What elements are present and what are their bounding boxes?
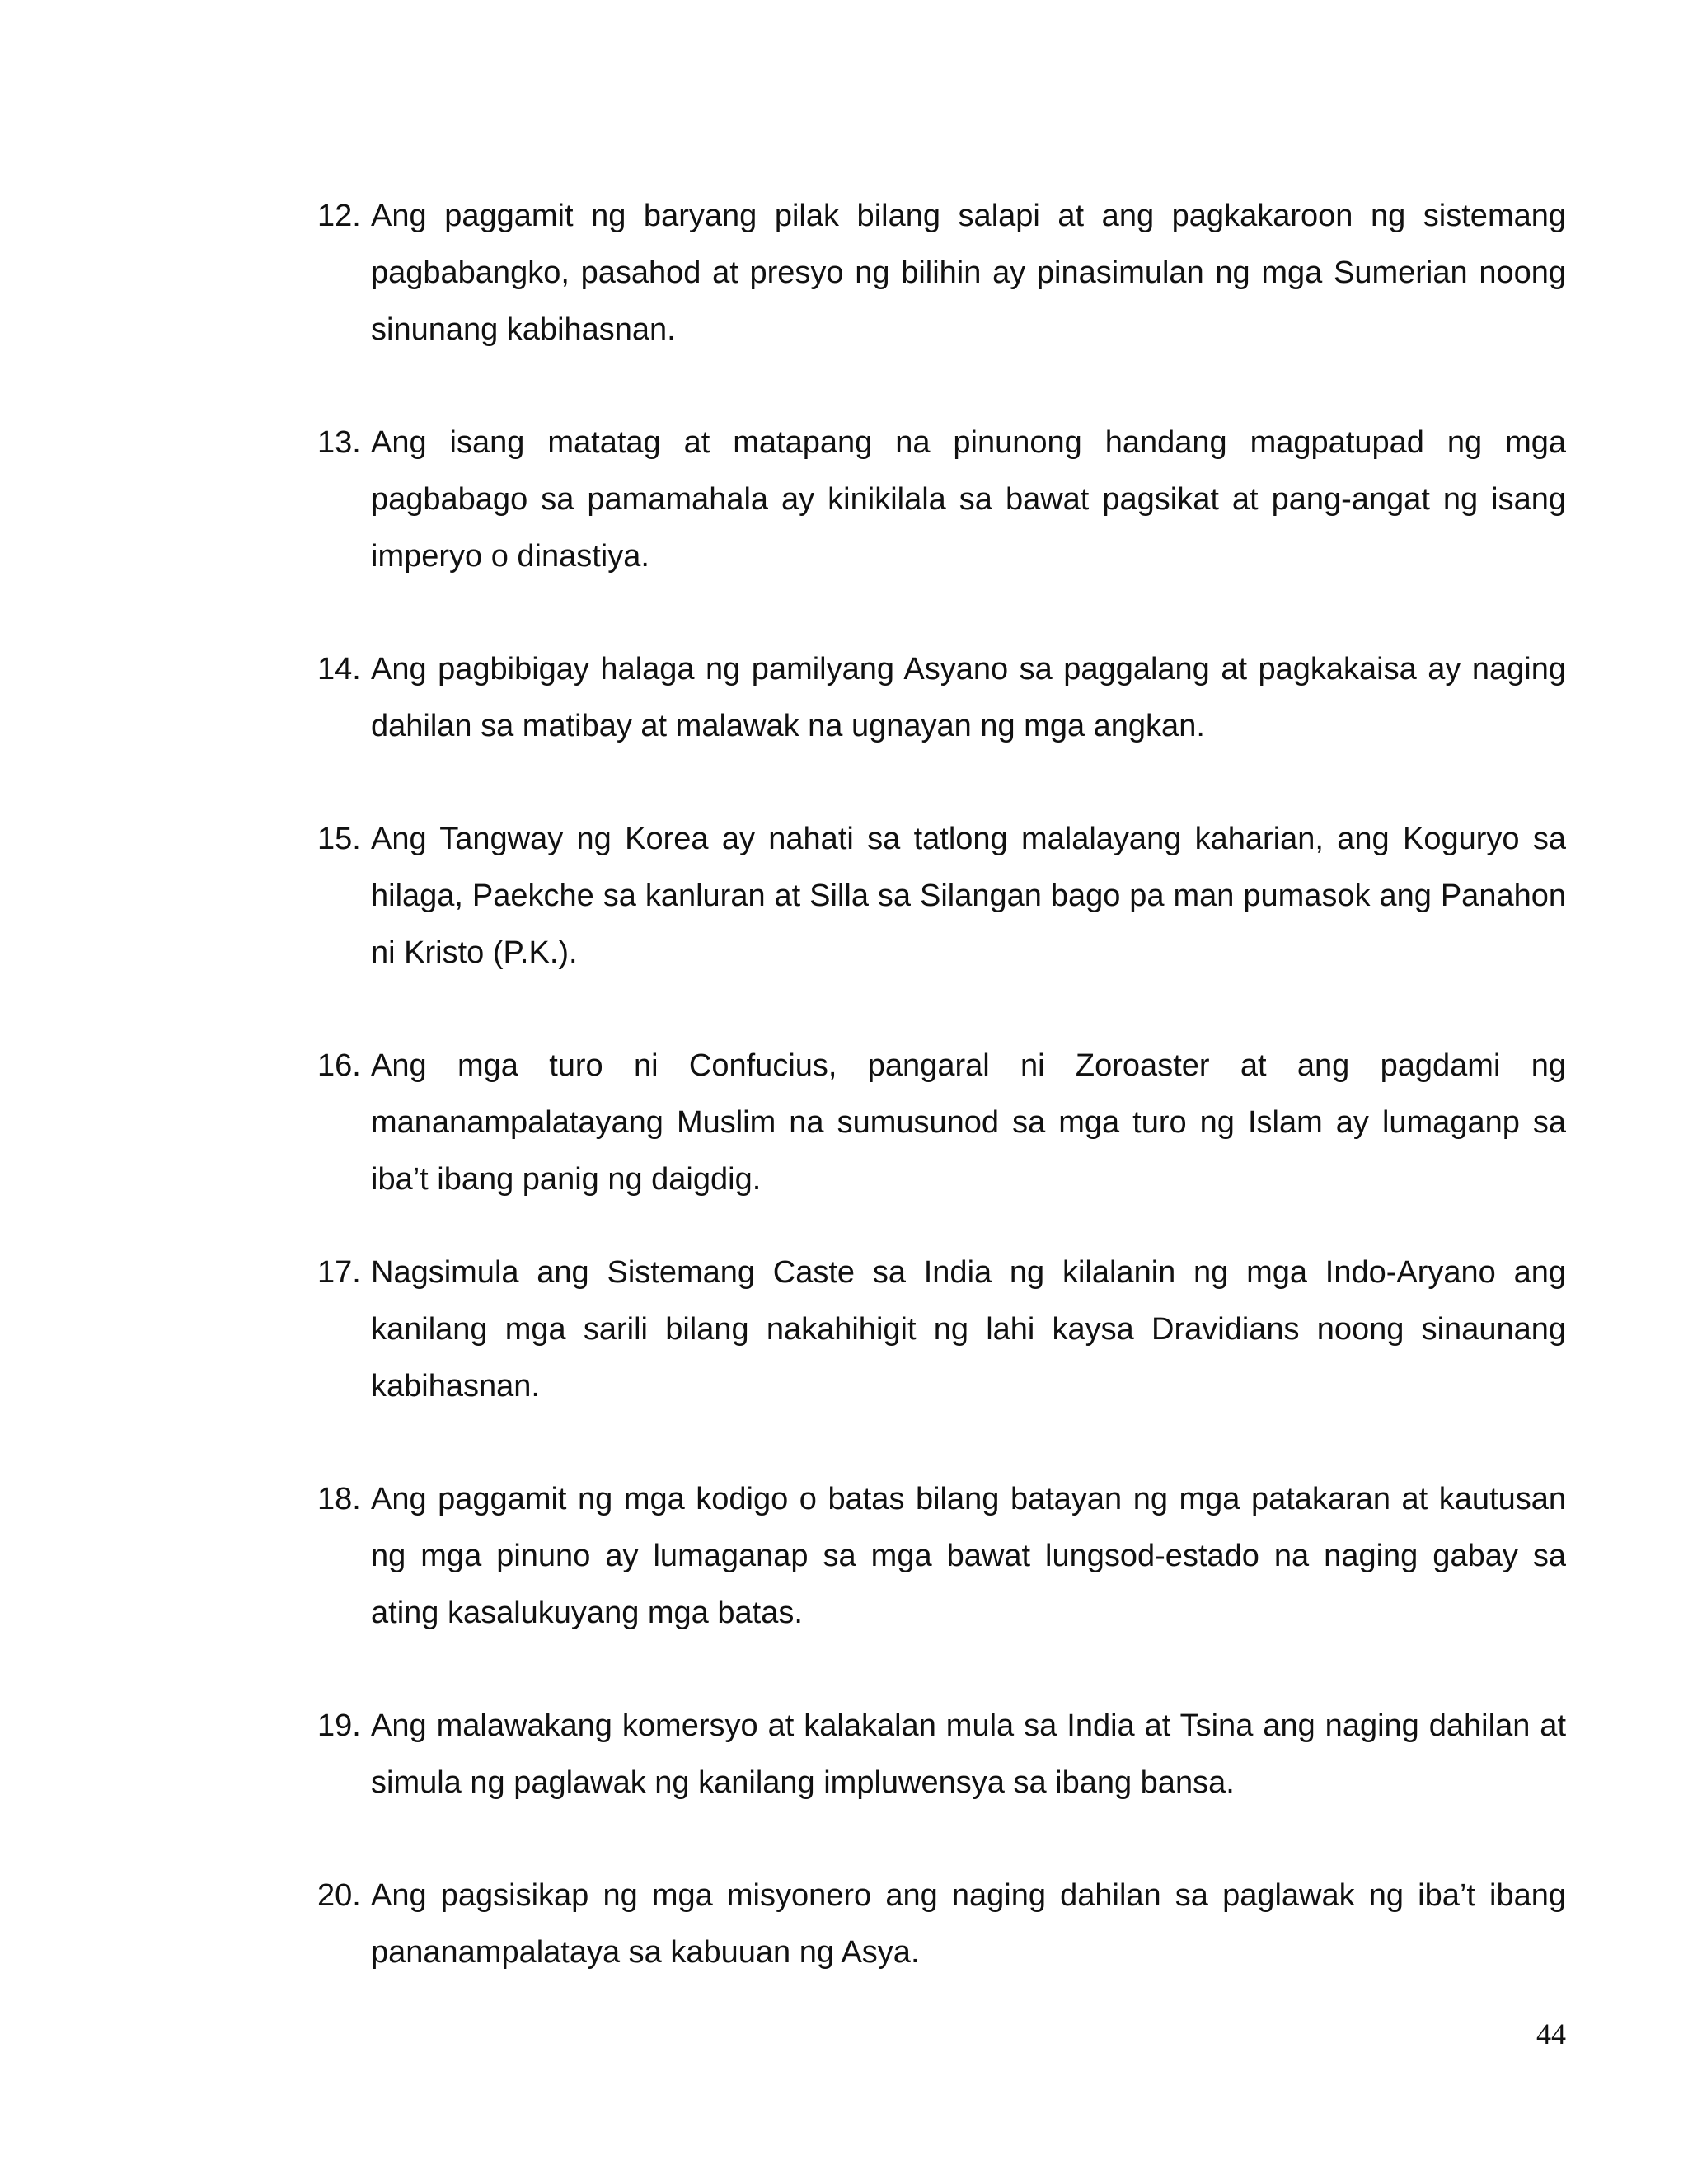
item-text: Ang malawakang komersyo at kalakalan mula sa India at Tsina ang naging dahilan at simula ng paglawak ng kanilang impluwensya sa ibang bansa. [371, 1708, 1566, 1800]
list-item-18 [317, 1471, 1566, 1642]
item-number: 16. [317, 1048, 361, 1083]
item-number: 17. [317, 1255, 361, 1290]
list-item-15 [317, 811, 1566, 982]
item-number: 19. [317, 1708, 361, 1743]
item-number: 12. [317, 199, 361, 233]
page-number: 44 [1536, 2018, 1566, 2050]
item-text: Ang pagsisikap ng mga misyonero ang naging dahilan sa paglawak ng iba’t ibang pananampalataya sa kabuuan ng Asya. [371, 1878, 1566, 1970]
item-text: Ang paggamit ng mga kodigo o batas bilang batayan ng mga patakaran at kautusan ng mga pinuno ay lumaganap sa mga bawat lungsod-estado na naging gabay sa ating kasalukuyang mga batas. [371, 1482, 1566, 1630]
item-number: 18. [317, 1482, 361, 1516]
list-item-12 [317, 188, 1566, 359]
item-text: Ang pagbibigay halaga ng pamilyang Asyano sa paggalang at pagkakaisa ay naging dahilan sa matibay at malawak na ugnayan ng mga angkan. [371, 652, 1566, 743]
item-number: 13. [317, 425, 361, 460]
item-number: 15. [317, 822, 361, 856]
item-text: Nagsimula ang Sistemang Caste sa India ng kilalanin ng mga Indo-Aryano ang kanilang mga sarili bilang nakahihigit ng lahi kaysa Dravidians noong sinaunang kabihasnan. [371, 1255, 1566, 1404]
item-text: Ang paggamit ng baryang pilak bilang salapi at ang pagkakaroon ng sistemang pagbabangko, pasahod at presyo ng bilihin ay pinasimulan ng mga Sumerian noong sinunang kabihasnan. [371, 199, 1566, 347]
list-item-13 [317, 415, 1566, 585]
item-text: Ang isang matatag at matapang na pinunong handang magpatupad ng mga pagbabago sa pamamahala ay kinikilala sa bawat pagsikat at pang-angat ng isang imperyo o dinastiya. [371, 425, 1566, 574]
list-item-20 [317, 1868, 1566, 1981]
item-text: Ang mga turo ni Confucius, pangaral ni Zoroaster at ang pagdami ng mananampalatayang Muslim na sumusunod sa mga turo ng Islam ay lumaganp sa iba’t ibang panig ng daigdig. [371, 1048, 1566, 1197]
item-text: Ang Tangway ng Korea ay nahati sa tatlong malalayang kaharian, ang Koguryo sa hilaga, Paekche sa kanluran at Silla sa Silangan bago pa man pumasok ang Panahon ni Kristo (P.K.). [371, 822, 1566, 970]
list-item-17 [317, 1244, 1566, 1415]
item-number: 20. [317, 1878, 361, 1913]
item-number: 14. [317, 652, 361, 687]
list-item-19 [317, 1698, 1566, 1811]
list-item-14 [317, 641, 1566, 755]
list-item-16 [317, 1038, 1566, 1208]
